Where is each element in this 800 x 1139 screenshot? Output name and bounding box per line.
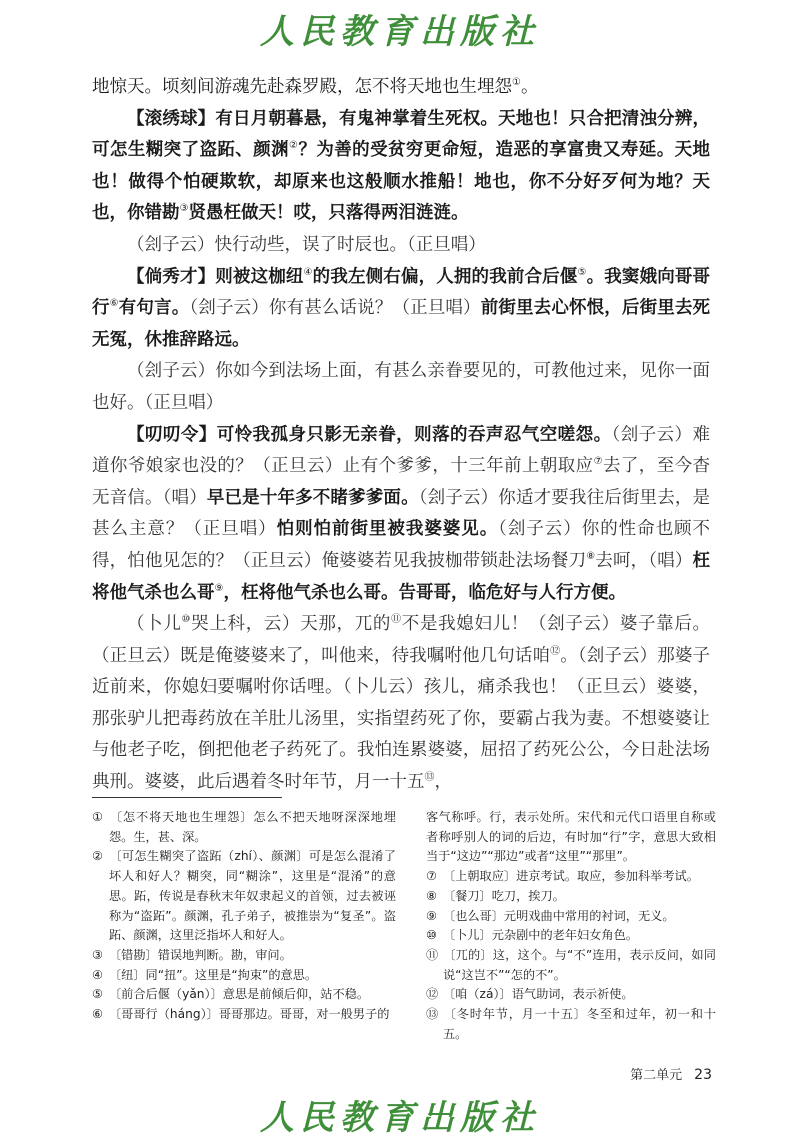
page-footer [630, 1064, 712, 1083]
footnote-text: 〔怎不将天地也生埋怨〕怎么不把天地呀深深地埋怨。生，甚、深。 [109, 810, 396, 844]
spoken-dialogue: 不是我媳妇儿！（刽子云）婆子靠后。（正旦云）既是俺婆婆来了，叫他来，待我嘱咐他几句话咱 [92, 614, 711, 666]
sung-lyric: 【倘秀才】则被这枷纽 [127, 266, 304, 287]
footnote-6-continuation: 客气称呼。行，表示处所。宋代和元代口语里自称或者称呼别人的词的后边，有时加“行”字，意思大致相当于“这边”“那边”或者“这里”“那里”。 [426, 810, 716, 864]
footnote [426, 985, 716, 1005]
publisher-logo-footer: 人民教育出版社 [260, 1098, 540, 1138]
footnote-number: ④ [92, 967, 103, 982]
footnote-number: ⑨ [426, 908, 437, 923]
spoken-dialogue: 。（刽子云）那婆子近前来，你媳妇要嘱咐你话哩。（卜儿云）孩儿，痛杀我也！（正旦云）婆婆，那张驴儿把毒药放在羊肚儿汤里，实指望药死了你，要霸占我为妻。不想婆婆让与他老子吃，倒把他老子药死了。我怕连累婆婆，屈招了药死公公，今日赴法场典刑。婆婆，此后遇着冬时年节，月一十五 [92, 645, 711, 793]
spoken-dialogue: （刽子云）快行动些，误了时辰也。（正旦唱） [127, 234, 486, 255]
footnote-text: 〔纽〕同“扭”。这里是“拘束”的意思。 [109, 967, 318, 982]
footnote-number: ⑦ [426, 869, 437, 884]
footnote-marker: ② [289, 140, 299, 152]
footnote-divider [92, 797, 282, 798]
footnote-text: 〔兀的〕这，这个。与“不”连用，表示反问，如同说“这岂不”“怎的不”。 [443, 947, 716, 982]
footnote-text: 〔上朝取应〕进京考试。取应，参加科举考试。 [443, 869, 699, 884]
text-span: 。 [520, 77, 539, 97]
footnote [426, 887, 716, 907]
spoken-dialogue: 去呵，（唱） [595, 550, 693, 571]
footnote-number: ⑧ [426, 888, 437, 903]
sung-lyric: 前街里去心怀恨，后街里去死无冤，休推辞路远。 [92, 298, 711, 350]
footnote-text: 〔哥哥行（háng）〕哥哥那边。哥哥，对一般男子的 [109, 1007, 390, 1022]
footnote-number: ① [92, 810, 103, 824]
footnote-text: 〔咱（zá）〕语气助词，表示祈使。 [443, 987, 634, 1002]
paragraph [92, 230, 710, 262]
sung-lyric: 早已是十年多不睹爹爹面。 [206, 487, 419, 508]
footnote-text: 〔餐刀〕吃刀，挨刀。 [443, 888, 565, 903]
footnote [92, 985, 396, 1005]
footnotes-left-column [92, 808, 396, 1025]
footnote-number: ⑤ [92, 987, 103, 1002]
unit-label: 第二单元 [630, 1068, 683, 1083]
footnote-text: 〔冬时年节，月一十五〕冬至和过年，初一和十五。 [443, 1007, 716, 1041]
sung-lyric: 的我左侧右偏，人拥的我前合后偃 [312, 266, 578, 287]
text-span: 地惊天。顷刻间游魂先赴森罗殿，怎不将天地也生埋怨 [92, 77, 512, 97]
paragraph [92, 104, 710, 230]
spoken-dialogue: （刽子云）你的性命也顾不得，怕他见怎的？（正旦云）俺婆婆若见我披枷带锁赴法场餐刀 [92, 519, 711, 571]
footnote-number: ⑥ [92, 1007, 103, 1022]
footnote-marker: ⑦ [593, 456, 603, 468]
paragraph [92, 420, 710, 610]
footnotes-right-column [426, 808, 716, 1044]
page-number: 23 [694, 1067, 712, 1083]
footnote-text: 〔错勘〕错误地判断。勘，审问。 [109, 947, 292, 962]
spoken-dialogue: （卜儿 [127, 614, 182, 635]
footnote [426, 867, 716, 887]
paragraph [92, 72, 710, 104]
spoken-dialogue: （刽子云）难道你爷娘家也没的？（正旦云）止有个爹爹，十三年前上朝取应 [92, 424, 711, 477]
sung-lyric: 。我窦娥向哥哥行 [92, 266, 711, 319]
spoken-dialogue: （刽子云）你适才要我往后街里去，是甚么主意？（正旦唱） [92, 487, 711, 540]
sung-lyric: 【滚绣球】有日月朝暮悬，有鬼神掌着生死权。天地也！只合把清浊分辨，可怎生糊突了盗跖、颜渊 [92, 108, 710, 161]
footnote-marker: ⑩ [181, 614, 192, 626]
footnote-number: ⑩ [426, 928, 437, 943]
footnote-marker: ⑧ [586, 550, 596, 562]
footnote-marker: ⑫ [550, 645, 561, 657]
paragraph [92, 356, 710, 419]
paragraph [92, 262, 710, 357]
footnote-text: 〔也么哥〕元明戏曲中常用的衬词，无义。 [443, 908, 675, 923]
footnote-text: 〔前合后偃（yǎn）〕意思是前倾后仰，站不稳。 [109, 987, 370, 1002]
footnote-number: ⑫ [426, 987, 439, 1002]
footnote-number: ⑪ [426, 947, 439, 962]
publisher-logo-header: 人民教育出版社 [260, 12, 540, 52]
footnote [426, 1005, 716, 1044]
footnote [92, 808, 396, 847]
footnote-text: 〔可怎生糊突了盗跖（zhí）、颜渊〕可是怎么混淆了坏人和好人？糊突，同“糊涂”，这里是“混淆”的意思。跖，传说是春秋末年奴隶起义的首领，过去被诬称为“盗跖”。颜渊，孔子弟子，被推崇为“复圣”。盗跖、颜渊，这里泛指坏人和好人。 [109, 849, 396, 943]
footnote-marker: ⑪ [391, 614, 402, 626]
footnote [92, 847, 396, 946]
footnote [426, 926, 716, 946]
sung-lyric: 贤愚枉做天！哎，只落得两泪涟涟。 [188, 203, 469, 224]
spoken-dialogue: （刽子云）你有甚么话说？（正旦唱） [189, 298, 481, 319]
footnote-marker: ⑬ [424, 772, 435, 784]
sung-lyric: ？为善的受贫穷更命短，造恶的享富贵又寿延。天地也！做得个怕硬欺软，却原来也这般顺水推船！地也，你不分好歹何为地？天也，你错勘 [92, 140, 711, 224]
footnote-marker: ⑤ [577, 266, 587, 278]
footnote-marker: ⑥ [109, 298, 119, 310]
footnote-marker: ⑨ [214, 582, 224, 594]
footnote-number: ③ [92, 947, 103, 962]
footnote [426, 907, 716, 927]
spoken-dialogue: 去了，至今杳无音信。（唱） [92, 456, 711, 508]
footnote-marker: ③ [179, 203, 189, 215]
footnote-text: 〔卜儿〕元杂剧中的老年妇女角色。 [443, 928, 638, 943]
spoken-dialogue: （刽子云）你如今到法场上面，有甚么亲眷要见的，可教他过来，见你一面也好。（正旦唱） [92, 361, 710, 413]
sung-lyric: 有句言。 [118, 298, 190, 319]
footnote-number: ⑬ [426, 1007, 439, 1022]
footnote [92, 1005, 396, 1025]
footnote [92, 966, 396, 986]
spoken-dialogue: 哭上科，云）天那，兀的 [191, 614, 392, 635]
sung-lyric: 【叨叨令】可怜我孤身只影无亲眷，则落的吞声忍气空嗟怨。 [127, 424, 612, 445]
footnote [92, 946, 396, 966]
paragraph [92, 609, 710, 799]
sung-lyric: ，枉将他气杀也么哥。告哥哥，临危好与人行方便。 [223, 582, 626, 603]
footnote-marker: ① [512, 77, 521, 88]
spoken-dialogue: ， [434, 772, 452, 793]
footnote [426, 946, 716, 985]
footnote-marker: ④ [303, 266, 313, 278]
main-text [92, 72, 710, 799]
sung-lyric: 怕则怕前街里被我婆婆见。 [276, 519, 499, 540]
footnote-number: ② [92, 849, 103, 864]
sung-lyric: 枉将他气杀也么哥 [92, 550, 711, 603]
